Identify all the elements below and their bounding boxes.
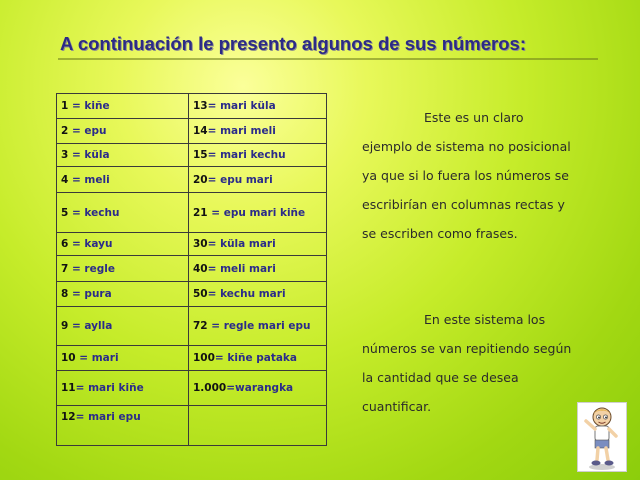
table-cell: 5 = kechu — [57, 193, 189, 233]
table-cell: 10 = mari — [57, 346, 189, 371]
table-cell: 11= mari kiñe — [57, 371, 189, 406]
table-cell: 12= mari epu — [57, 406, 189, 446]
table-cell: 2 = epu — [57, 119, 189, 144]
table-row — [57, 144, 327, 167]
table-row — [57, 94, 327, 119]
table-cell: 3 = küla — [57, 144, 189, 167]
table-cell: 8 = pura — [57, 282, 189, 307]
table-cell: 40= meli mari — [189, 256, 327, 282]
explanation-paragraph: Este es un claro ejemplo de sistema no posicional ya que si lo fuera los números se escribirían en columnas rectas y se escriben como frases. — [362, 110, 571, 241]
table-cell: 72 = regle mari epu — [189, 307, 327, 346]
table-cell: 9 = aylla — [57, 307, 189, 346]
table-row — [57, 193, 327, 233]
table-cell: 6 = kayu — [57, 233, 189, 256]
table-cell: 4 = meli — [57, 167, 189, 193]
table-cell: 50= kechu mari — [189, 282, 327, 307]
table-row — [57, 406, 327, 446]
table-cell: 30= küla mari — [189, 233, 327, 256]
table-cell: 14= mari meli — [189, 119, 327, 144]
table-row — [57, 256, 327, 282]
title-underline — [58, 58, 598, 60]
table-row — [57, 346, 327, 371]
table-cell: 21 = epu mari kiñe — [189, 193, 327, 233]
table-cell: 7 = regle — [57, 256, 189, 282]
cartoon-character-icon — [577, 402, 627, 472]
table-cell: 15= mari kechu — [189, 144, 327, 167]
table-cell: 1 = kiñe — [57, 94, 189, 119]
table-cell: 1.000=warangka — [189, 371, 327, 406]
table-row — [57, 282, 327, 307]
table-cell: 20= epu mari — [189, 167, 327, 193]
table-row — [57, 119, 327, 144]
repetition-paragraph: En este sistema los números se van repitiendo según la cantidad que se desea cuantificar. — [362, 312, 572, 414]
numbers-table — [56, 93, 327, 446]
table-row — [57, 167, 327, 193]
table-row — [57, 371, 327, 406]
table-cell: 13= mari küla — [189, 94, 327, 119]
table-cell: 100= kiñe pataka — [189, 346, 327, 371]
page-title: A continuación le presento algunos de sus números: — [60, 33, 526, 54]
table-row — [57, 233, 327, 256]
table-row — [57, 307, 327, 346]
table-cell-empty — [189, 406, 327, 446]
